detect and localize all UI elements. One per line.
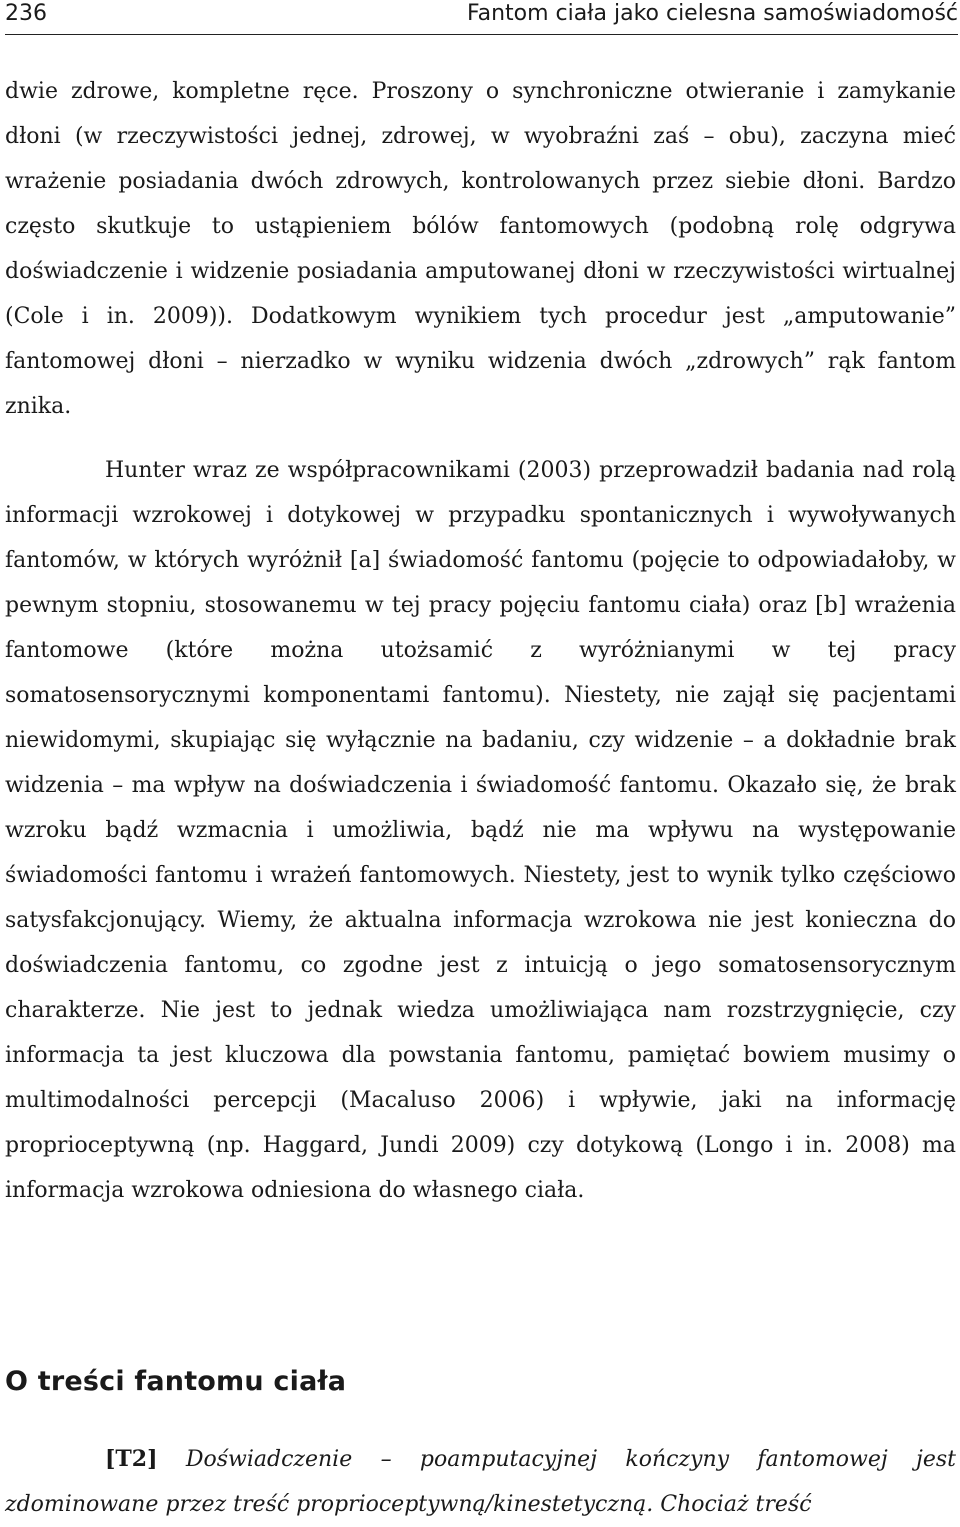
running-title: Fantom ciała jako cielesna samoświadomość (466, 1, 958, 26)
paragraph-continuation (5, 69, 956, 429)
paragraph-text: Hunter wraz ze współpracownikami (2003) przeprowadził badania nad rolą informacji wzrokowej i dotykowej w przypadku spontanicznych i wywoływanych fantomów, w których wyróżnił [a] świadomość fantomu (pojęcie to odpowiadałoby, w pewnym stopniu, stosowanemu w tej pracy pojęciu fantomu ciała) oraz [b] wrażenia fantomowe (które można utożsamić z wyróżnianymi w tej pracy somatosensorycznymi komponentami fantomu). Niestety, nie zajął się pacjentami niewidomymi, skupiając się wyłącznie na badaniu, czy widzenie – a dokładnie brak widzenia – ma wpływ na doświadczenia i świadomość fantomu. Okazało się, że brak wzroku bądź wzmacnia i umożliwia, bądź nie ma wpływu na występowanie świadomości fantomu i wrażeń fantomowych. Niestety, jest to wynik tylko częściowo satysfakcjonujący. Wiemy, że aktualna informacja wzrokowa nie jest konieczna do doświadczenia fantomu, co zgodne jest z intuicją o jego somatosensorycznym charakterze. Nie jest to jednak wiedza umożliwiająca nam rozstrzygnięcie, czy informacja ta jest kluczowa dla powstania fantomu, pamiętać bowiem musimy o multimodalności percepcji (Macaluso 2006) i wpływie, jaki na informację proprioceptywną (np. Haggard, Jundi 2009) czy dotykową (Longo i in. 2008) ma informacja wzrokowa odniesiona do własnego ciała. (5, 458, 956, 1203)
thesis-text: Doświadczenie – poamputacyjnej kończyny fantomowej jest zdominowane przez treść proprioceptywną/kinestetyczną. Chociaż treść (5, 1447, 956, 1517)
running-header (5, 0, 958, 35)
thesis-statement (5, 1437, 956, 1527)
section-heading: O treści fantomu ciała (5, 1366, 347, 1397)
page-number: 236 (5, 1, 47, 26)
paragraph-hunter-study (5, 448, 956, 1213)
thesis-label: [T2] (105, 1446, 158, 1472)
paragraph-text: dwie zdrowe, kompletne ręce. Proszony o synchroniczne otwieranie i zamykanie dłoni (w rzeczywistości jednej, zdrowej, w wyobraźni zaś – obu), zaczyna mieć wrażenie posiadania dwóch zdrowych, kontrolowanych przez siebie dłoni. Bardzo często skutkuje to ustąpieniem bólów fantomowych (podobną rolę odgrywa doświadczenie i widzenie posiadania amputowanej dłoni w rzeczywistości wirtualnej (Cole i in. 2009)). Dodatkowym wynikiem tych procedur jest „amputowanie” fantomowej dłoni – nierzadko w wyniku widzenia dwóch „zdrowych” rąk fantom znika. (5, 79, 956, 419)
